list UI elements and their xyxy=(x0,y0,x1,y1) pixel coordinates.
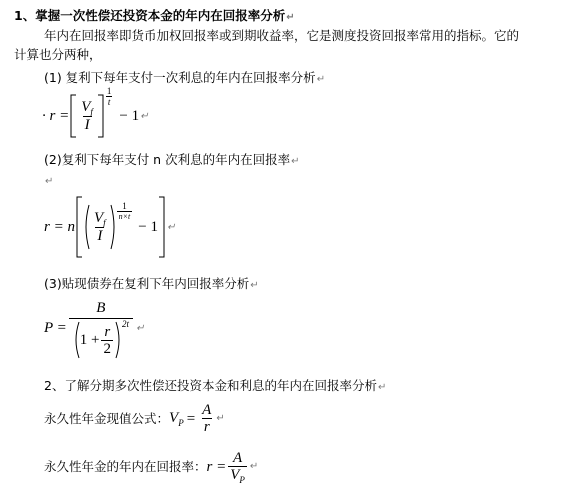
formula-3-exponent: 2t xyxy=(121,319,129,329)
intro-line2 xyxy=(14,47,102,63)
item3 xyxy=(44,276,259,294)
paragraph-mark: ↵ xyxy=(216,412,225,424)
intro-line1 xyxy=(44,28,519,44)
formula-1-fraction xyxy=(79,99,95,133)
formula-3-one: 1 + xyxy=(79,332,100,348)
formula-2-left-bracket xyxy=(75,196,83,258)
formula-1-tail: − 1 xyxy=(119,107,140,124)
paragraph-mark: ↵ xyxy=(136,323,145,334)
formula-1-numerator-sub: f xyxy=(90,107,93,117)
formula-1-left-bracket xyxy=(69,94,77,138)
perpetuity-rate-label: 永久性年金的年内在回报率： xyxy=(44,459,207,474)
formula-2-right-bracket xyxy=(158,196,166,258)
item1 xyxy=(44,70,325,88)
perpetuity-pv-label: 永久性年金现值公式： xyxy=(44,410,170,426)
section1-heading xyxy=(14,8,295,26)
paragraph-mark: ↵ xyxy=(250,280,259,291)
formula-1-denominator: I xyxy=(84,117,90,133)
formula-1-lhs: · r = xyxy=(42,107,70,124)
paragraph-mark: ↵ xyxy=(167,221,176,233)
formula-4-denominator: r xyxy=(203,419,210,435)
formula-5-numerator: A xyxy=(232,450,243,466)
section2-heading-text: 2、了解分期多次性偿还投资本金和利息的年内在回报率分析 xyxy=(44,378,377,393)
formula-5-denominator: V xyxy=(230,467,240,483)
intro-line2-text: 计算也分两种， xyxy=(14,47,102,62)
formula-2-lhs: r = n xyxy=(44,218,75,235)
formula-3-lhs: P = xyxy=(44,320,67,336)
formula-5-denominator-sub: P xyxy=(239,475,245,485)
formula-1-exponent xyxy=(105,86,114,107)
formula-3-inner-fraction xyxy=(101,324,113,357)
paragraph-mark: ↵ xyxy=(377,382,387,393)
item3-text: (3)贴现债券在复利下年内回报率分析 xyxy=(44,276,250,291)
formula-3 xyxy=(44,298,144,359)
formula-4-lhs: V xyxy=(169,410,179,426)
paragraph-mark: ↵ xyxy=(291,156,300,167)
item2-text: (2)复利下每年支付 n 次利息的年内在回报率 xyxy=(44,152,291,167)
formula-2-numerator: V xyxy=(93,210,104,226)
formula-3-inner-num: r xyxy=(104,323,111,340)
intro-line1-text: 年内在回报率即货币加权回报率或到期收益率，它是测度投资回报率常用的指标。它的 xyxy=(44,28,520,43)
formula-3-fraction xyxy=(69,298,133,359)
section2-heading xyxy=(44,378,386,396)
formula-4-eq: = xyxy=(186,410,196,427)
formula-2-exponent-num: 1 xyxy=(122,200,127,211)
formula-2-denominator: I xyxy=(97,228,103,244)
paragraph-mark: ↵ xyxy=(45,176,54,187)
formula-2-fraction xyxy=(92,210,108,244)
perpetuity-rate-line xyxy=(44,450,258,484)
item1-text: (1) 复利下每年支付一次利息的年内在回报率分析 xyxy=(44,70,316,85)
formula-3-right-paren xyxy=(115,321,122,359)
formula-1-numerator: V xyxy=(81,99,91,115)
formula-4-numerator: A xyxy=(202,402,212,418)
formula-1-exponent-den: t xyxy=(107,96,111,107)
formula-2-exponent-den: n×t xyxy=(118,211,131,221)
formula-5 xyxy=(207,450,249,484)
formula-2-left-paren xyxy=(83,204,90,250)
paragraph-mark: ↵ xyxy=(249,461,259,472)
perpetuity-pv-line xyxy=(44,402,225,435)
formula-2-right-paren xyxy=(110,204,117,250)
formula-1-right-bracket xyxy=(97,94,105,138)
formula-2-numerator-sub: f xyxy=(103,218,106,228)
empty-line xyxy=(44,172,53,190)
formula-3-left-paren xyxy=(73,321,80,359)
formula-4-fraction xyxy=(200,402,213,435)
formula-2-tail: − 1 xyxy=(138,218,158,235)
paragraph-mark: ↵ xyxy=(286,12,295,23)
section1-heading-text: 1、掌握一次性偿还投资本金的年内在回报率分析 xyxy=(14,8,286,23)
formula-3-numerator: B xyxy=(96,300,106,316)
formula-5-lhs: r = xyxy=(206,459,227,475)
formula-4 xyxy=(169,402,215,435)
formula-4-lhs-sub: P xyxy=(178,418,184,428)
formula-2 xyxy=(44,196,175,258)
formula-1 xyxy=(42,85,149,138)
formula-3-denominator xyxy=(69,318,133,359)
formula-2-exponent xyxy=(117,201,133,222)
item2 xyxy=(44,152,299,170)
formula-1-exponent-num: 1 xyxy=(106,85,112,96)
paragraph-mark: ↵ xyxy=(316,74,326,85)
formula-5-fraction xyxy=(228,450,247,484)
formula-3-inner-den: 2 xyxy=(103,340,111,357)
paragraph-mark: ↵ xyxy=(140,110,149,122)
